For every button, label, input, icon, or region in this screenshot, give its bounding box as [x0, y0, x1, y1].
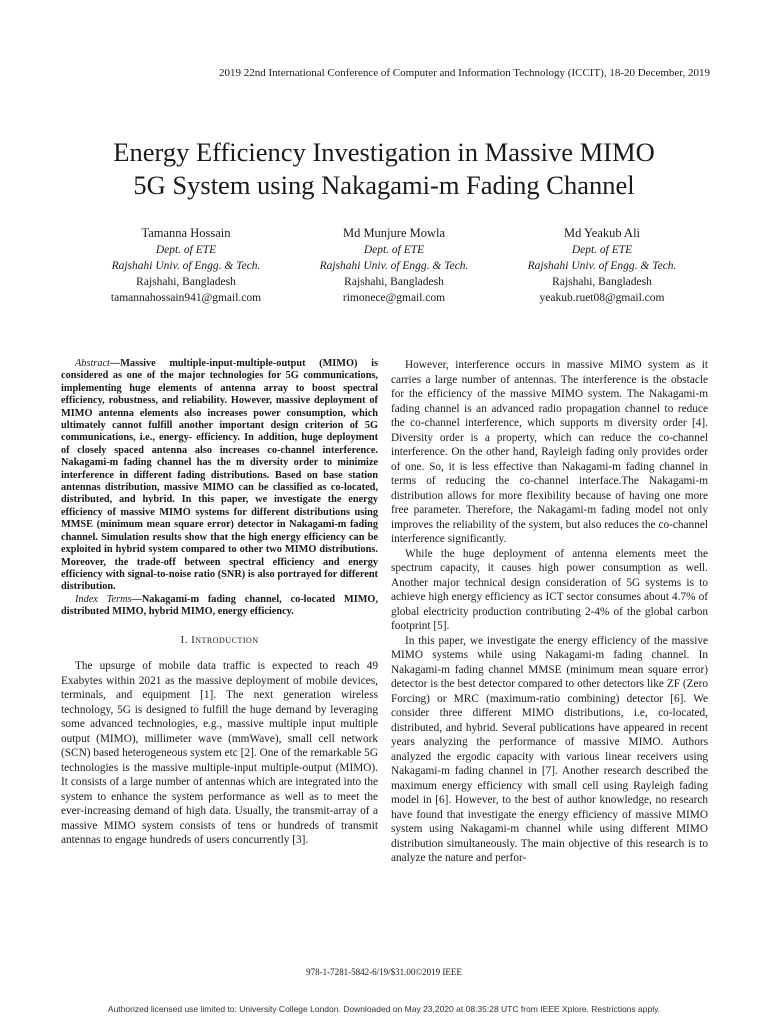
- author-name: Md Munjure Mowla: [342, 226, 446, 240]
- author-university: Rajshahi Univ. of Engg. & Tech.: [527, 260, 677, 272]
- author-3: [502, 224, 702, 306]
- author-dept: Dept. of ETE: [363, 244, 425, 256]
- author-email: tamannahossain941@gmail.com: [110, 292, 262, 304]
- author-university: Rajshahi Univ. of Engg. & Tech.: [111, 260, 261, 272]
- index-terms-label: Index Terms: [75, 593, 132, 605]
- footer-isbn: 978-1-7281-5842-6/19/$31.00©2019 IEEE: [306, 967, 462, 977]
- index-terms-text: —Nakagami-m fading channel, co-located MIMO, distributed MIMO, hybrid MIMO, energy efficiency.: [61, 593, 378, 618]
- body-paragraph-1: However, interference occurs in massive MIMO system as it carries a large number of antennas. The interference is the obstacle for the efficiency of the massive MIMO system. The Nakagami-m fading channel is an advanced radio propagation channel to reduce the co-channel interference, which supports m diversity order [4]. Diversity order is a property, which can reduce the co-channel interference. On the other hand, Rayleigh fading only provides order of one. So, it is less effective than Nakagami-m fading channel in terms of reducing the co-channel interface.The Nakagami-m distribution allows for more flexibility because of having one more free parameter. Therefore, the Nakagami-m fading model not only improves the reliability of the system, but also reduces the co-channel interference significantly.: [391, 359, 708, 545]
- section-title: Introduction: [191, 633, 259, 646]
- footer-authorization: Authorized licensed use limited to: University College London. Downloaded on May 23,2020 at 08:35:28 UTC from IEEE Xplore. Restrictions apply.: [107, 1004, 661, 1014]
- author-city: Rajshahi, Bangladesh: [136, 276, 236, 288]
- section-heading-introduction: [61, 633, 378, 648]
- body-paragraph-2: While the huge deployment of antenna elements meet the spectrum capacity, it causes high power consumption as well. Another major technical design consideration of 5G systems is to achieve high energy efficiency as ICT sector consumes about 4.7% of global electricity production contributing 2-4% of the global carbon footprint [5].: [391, 547, 708, 632]
- author-name: Tamanna Hossain: [141, 226, 231, 240]
- title-line-2: 5G System using Nakagami-m Fading Channel: [133, 170, 635, 200]
- body-paragraph-3: In this paper, we investigate the energy efficiency of the massive MIMO systems while using Nakagami-m fading channel. In Nakagami-m fading channel MMSE (minimum mean square error) detector is the best detector compared to other detectors like ZF (Zero Forcing) or MRC (maximum-ratio combining) detector [6]. We consider three different MIMO distributions, i.e, co-located, distributed, and hybrid. Several publications have appeared in recent years analyzing the performance of massive MIMO. Authors analyzed the ergodic capacity with various linear receivers using Nakagami-m fading channel in [7]. Another research described the maximum energy efficiency with small cell using Rayleigh fading model in [6]. However, to the best of author knowledge, no research have found that investigate the energy efficiency of massive MIMO system using Nakagami-m channel while using different MIMO distribution simultaneously. The main objective of this research is to analyze the nature and perfor-: [391, 634, 708, 864]
- author-email: rimonece@gmail.com: [342, 292, 446, 304]
- author-dept: Dept. of ETE: [571, 244, 633, 256]
- abstract-text: —Massive multiple-input-multiple-output (MIMO) is considered as one of the major technologies for 5G communications, implementing huge elements of antenna array to boost spectral efficiency, robustness, and reliability. However, massive deployment of MIMO antenna elements also increases power consumption, which ultimately cannot fulfill another important design criterion of 5G communications, i.e., energy- efficiency. In addition, huge deployment of closely spaced antenna also increases co-channel interference. Nakagami-m fading channel has the m diversity order to minimize interference in different fading distributions. Based on base station antennas distribution, massive MIMO can be classified as co-located, distributed, and hybrid. In this paper, we investigate the energy efficiency of massive MIMO systems for different distributions using MMSE (minimum mean square error) detector in Nakagami-m fading channel. Simulation results show that the high energy efficiency can be exploited in hybrid system compared to other two MIMO distributions. Moreover, the trade-off between spectral efficiency and energy efficiency with signal-to-noise ratio (SNR) is also portrayed for different distribution.: [61, 358, 378, 593]
- paper-title: [40, 136, 728, 202]
- author-email: yeakub.ruet08@gmail.com: [539, 292, 665, 304]
- abstract-label: Abstract: [75, 358, 110, 369]
- author-1: [86, 224, 286, 306]
- right-column: [391, 358, 708, 866]
- author-block: [86, 224, 702, 306]
- author-dept: Dept. of ETE: [155, 244, 217, 256]
- author-city: Rajshahi, Bangladesh: [552, 276, 652, 288]
- author-2: [294, 224, 494, 306]
- intro-paragraph-1: The upsurge of mobile data traffic is expected to reach 49 Exabytes within 2021 as the massive deployment of mobile devices, terminals, and equipment [1]. The next generation wireless technology, 5G is designed to fulfill the huge demand by leveraging some advanced technologies, e.g., massive multiple input multiple output (MIMO), millimeter wave (mmWave), small cell network (SCN) based heterogeneous system etc [2]. One of the remarkable 5G technologies is the massive multiple-input multiple-output (MIMO). It consists of a large number of antennas which are integrated into the system to enhance the system performance as well as to meet the ever-increasing demand of high data. Usually, the transmit-array of a massive MIMO system consists of tens or hundreds of transmit antennas to engage hundreds of users concurrently [3].: [61, 660, 378, 847]
- abstract: [61, 358, 378, 594]
- left-column: [61, 358, 378, 848]
- author-name: Md Yeakub Ali: [563, 226, 641, 240]
- author-city: Rajshahi, Bangladesh: [344, 276, 444, 288]
- author-university: Rajshahi Univ. of Engg. & Tech.: [319, 260, 469, 272]
- conference-header: 2019 22nd International Conference of Computer and Information Technology (ICCIT), 18-20 December, 2019: [218, 67, 710, 79]
- title-line-1: Energy Efficiency Investigation in Massive MIMO: [113, 137, 655, 167]
- index-terms: [61, 594, 378, 619]
- section-numeral: I.: [180, 633, 188, 646]
